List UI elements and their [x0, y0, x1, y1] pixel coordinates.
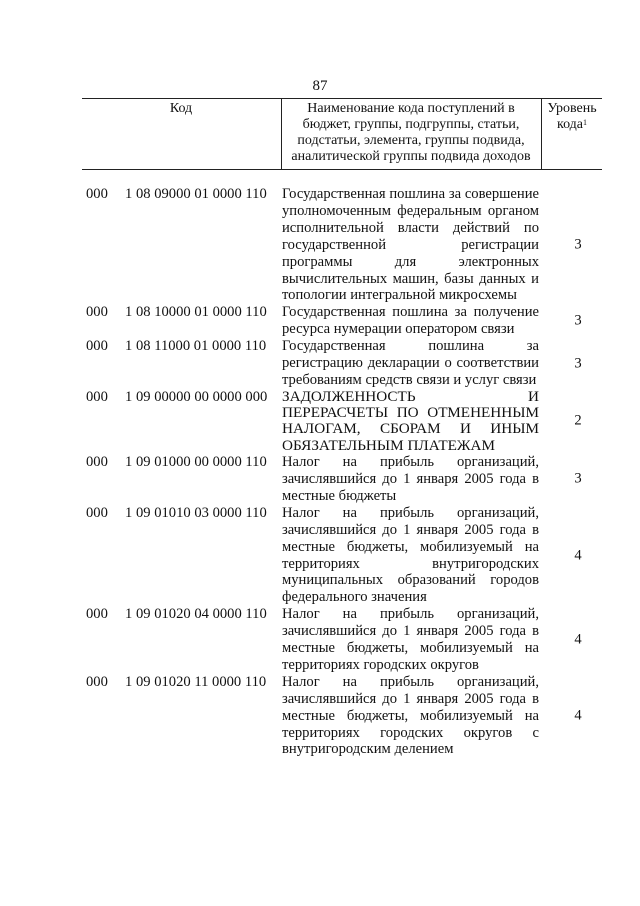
header-level — [542, 101, 602, 133]
budget-code: 1 09 01000 00 0000 110 — [125, 454, 267, 471]
budget-code: 1 08 11000 01 0000 110 — [125, 338, 267, 355]
admin-code: 000 — [86, 186, 108, 202]
admin-code: 000 — [86, 454, 108, 471]
budget-code: 1 09 01010 03 0000 110 — [125, 504, 267, 521]
budget-code: 1 08 10000 01 0000 110 — [125, 304, 267, 321]
income-name: ЗАДОЛЖЕННОСТЬ И ПЕРЕРАСЧЕТЫ ПО ОТМЕНЕННЫМ НАЛОГАМ, СБОРАМ И ИНЫМ ОБЯЗАТЕЛЬНЫМ ПЛАТЕЖАМ — [282, 387, 539, 454]
code-level: 3 — [574, 355, 582, 372]
code-level: 4 — [574, 707, 582, 724]
table-row — [0, 304, 640, 338]
admin-code: 000 — [86, 388, 108, 405]
code-level: 4 — [574, 547, 582, 564]
income-name: Налог на прибыль организаций, зачислявшийся до 1 января 2005 года в местные бюджеты, мобилизуемый на территориях городских округов с внутригородским делением — [282, 673, 539, 758]
table-body — [0, 186, 640, 758]
table-row — [0, 338, 640, 389]
header-name: Наименование кода поступлений в бюджет, группы, подгруппы, статьи, подстатьи, элемента, группы подвида, аналитической группы подвида доходов — [291, 101, 531, 164]
header-level-label: Уровень кода — [547, 101, 597, 132]
table-row — [0, 389, 640, 454]
income-name: Государственная пошлина за получение ресурса нумерации оператором связи — [282, 304, 539, 338]
code-level: 4 — [574, 631, 582, 648]
budget-code: 1 09 01020 11 0000 110 — [125, 673, 267, 690]
admin-code: 000 — [86, 606, 108, 623]
page-number: 87 — [312, 78, 328, 94]
code-level: 2 — [574, 413, 582, 430]
admin-code: 000 — [86, 304, 108, 321]
budget-code: 1 09 01020 04 0000 110 — [125, 606, 267, 623]
budget-code: 1 09 00000 00 0000 000 — [125, 388, 268, 405]
admin-code: 000 — [86, 504, 108, 521]
table-row — [0, 186, 640, 304]
income-name: Налог на прибыль организаций, зачислявшийся до 1 января 2005 года в местные бюджеты — [282, 454, 539, 504]
table-row — [0, 674, 640, 759]
code-level: 3 — [574, 470, 582, 487]
income-name: Налог на прибыль организаций, зачислявшийся до 1 января 2005 года в местные бюджеты, мобилизуемый на территориях городских округов — [282, 606, 539, 673]
income-name: Государственная пошлина за регистрацию декларации о соответствии требованиям средств связи и услуг связи — [282, 338, 539, 388]
income-name: Государственная пошлина за совершение уполномоченным федеральным органом исполнительной власти действий по государственной регистрации программы для электронных вычислительных машин, базы данных и топологии интегральной микросхемы — [282, 186, 539, 304]
table-row — [0, 454, 640, 505]
budget-code: 1 08 09000 01 0000 110 — [125, 186, 267, 202]
admin-code: 000 — [86, 673, 108, 690]
table-row — [0, 505, 640, 606]
income-name: Налог на прибыль организаций, зачислявшийся до 1 января 2005 года в местные бюджеты, мобилизуемый на территориях внутригородских муниципальных образований городов федерального значения — [282, 504, 539, 606]
table-row — [0, 606, 640, 674]
header-code: Код — [169, 101, 193, 116]
header-level-footnote: 1 — [583, 118, 588, 127]
code-level: 3 — [574, 236, 582, 253]
code-level: 3 — [574, 312, 582, 329]
admin-code: 000 — [86, 338, 108, 355]
table-header — [82, 98, 602, 170]
